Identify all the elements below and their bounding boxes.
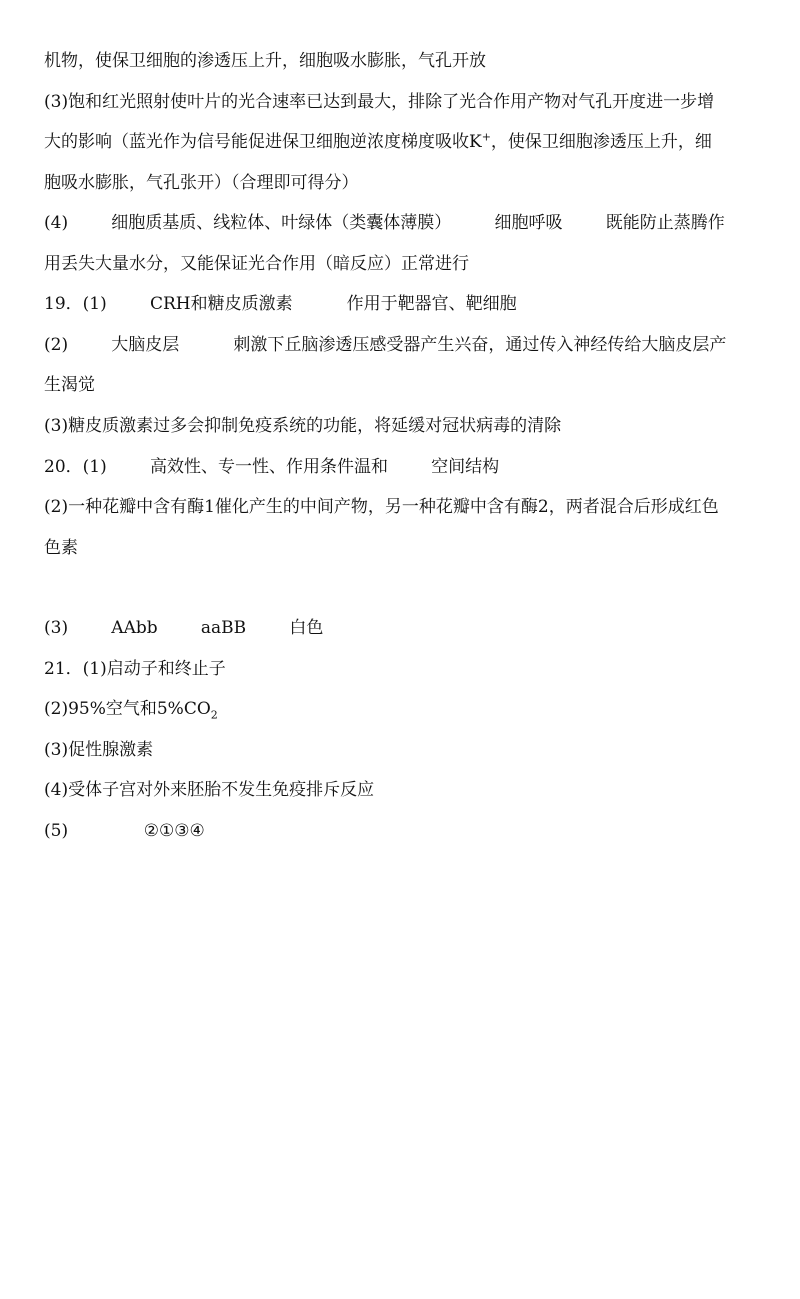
answer-line <box>44 374 764 396</box>
answer-line <box>44 91 764 113</box>
answer-line <box>44 698 764 720</box>
answer-line <box>44 658 764 680</box>
line-text: ，使保卫细胞渗透压上升，细 <box>490 132 712 152</box>
answer-line <box>44 496 764 518</box>
line-text: 生渴觉 <box>44 375 95 395</box>
line-text: 用丢失大量水分，又能保证光合作用（暗反应）正常进行 <box>44 254 469 274</box>
line-text: 21．(1)启动子和终止子 <box>44 659 226 679</box>
line-text: (5) ②①③④ <box>44 821 205 841</box>
line-text: (3)饱和红光照射使叶片的光合速率已达到最大，排除了光合作用产物对气孔开度进一步增 <box>44 92 715 112</box>
answer-line <box>44 212 764 234</box>
line-text: 大的影响（蓝光作为信号能促进保卫细胞逆浓度梯度吸收K <box>44 132 482 152</box>
answer-line <box>44 334 764 356</box>
line-text: (3) AAbb aaBB 白色 <box>44 618 324 638</box>
line-text: 色素 <box>44 538 78 558</box>
answer-line <box>44 253 764 275</box>
answer-line <box>44 820 764 842</box>
answer-line <box>44 739 764 761</box>
line-text: (3)促性腺激素 <box>44 740 154 760</box>
line-text: (4) 细胞质基质、线粒体、叶绿体（类囊体薄膜） 细胞呼吸 既能防止蒸腾作 <box>44 213 725 233</box>
subscript: 2 <box>210 708 218 722</box>
line-text: 机物，使保卫细胞的渗透压上升，细胞吸水膨胀，气孔开放 <box>44 51 486 71</box>
answer-line <box>44 779 764 801</box>
answer-line <box>44 131 764 153</box>
line-text: (3)糖皮质激素过多会抑制免疫系统的功能，将延缓对冠状病毒的清除 <box>44 416 562 436</box>
line-text: 胞吸水膨胀，气孔张开）（合理即可得分） <box>44 173 359 193</box>
line-text: (4)受体子宫对外来胚胎不发生免疫排斥反应 <box>44 780 375 800</box>
line-text: 20．(1) 高效性、专一性、作用条件温和 空间结构 <box>44 457 500 477</box>
answer-line <box>44 617 764 639</box>
answer-line <box>44 415 764 437</box>
answer-line <box>44 537 764 559</box>
superscript: + <box>481 130 491 144</box>
answer-line <box>44 172 764 194</box>
answer-line <box>44 293 764 315</box>
answer-line <box>44 50 764 72</box>
line-text: 19．(1) CRH和糖皮质激素 作用于靶器官、靶细胞 <box>44 294 517 314</box>
line-text: (2)95%空气和5%CO <box>44 699 211 719</box>
answer-line <box>44 456 764 478</box>
line-text: (2) 大脑皮层 刺激下丘脑渗透压感受器产生兴奋，通过传入神经传给大脑皮层产 <box>44 335 727 355</box>
line-text: (2)一种花瓣中含有酶1催化产生的中间产物，另一种花瓣中含有酶2，两者混合后形成红色 <box>44 497 719 517</box>
